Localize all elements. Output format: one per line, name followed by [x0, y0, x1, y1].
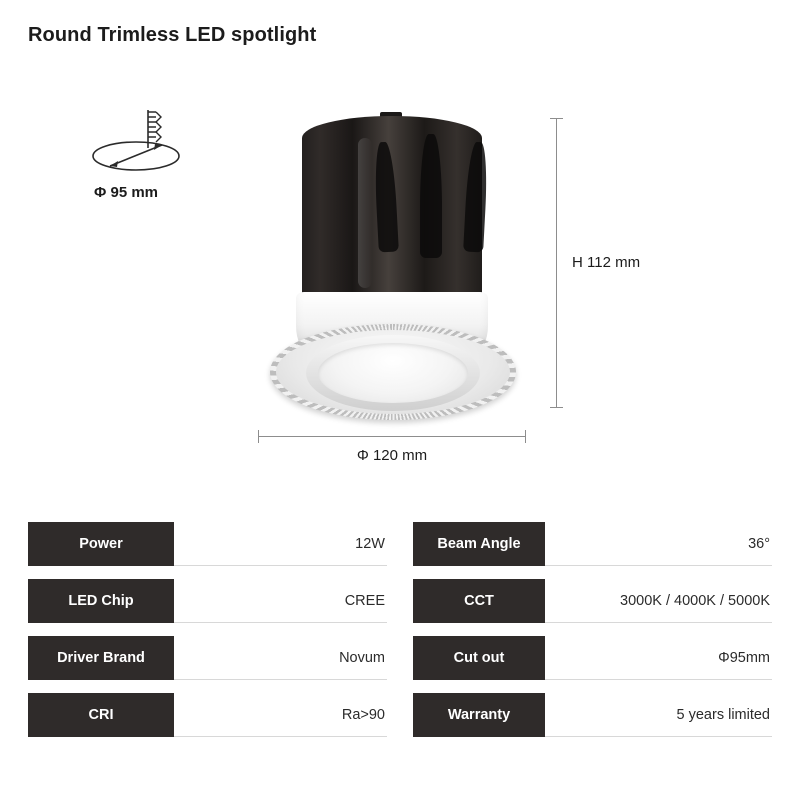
light-face — [318, 343, 468, 403]
table-row — [28, 636, 387, 680]
housing-highlight — [358, 138, 372, 288]
spec-value: 36° — [545, 522, 772, 566]
spec-key: Power — [28, 522, 174, 566]
table-row — [413, 693, 772, 737]
width-tick-left — [258, 430, 259, 443]
width-dimension-line — [258, 436, 526, 437]
spec-column-left — [28, 522, 387, 737]
table-row — [28, 579, 387, 623]
cutout-dimension-label: Φ 95 mm — [94, 184, 159, 201]
table-row — [413, 522, 772, 566]
reflector-slot — [373, 142, 399, 253]
height-tick-bottom — [550, 407, 563, 408]
table-row — [413, 579, 772, 623]
spec-column-right — [413, 522, 772, 737]
spec-value: 3000K / 4000K / 5000K — [545, 579, 772, 623]
spec-key: CRI — [28, 693, 174, 737]
spotlight-black-housing — [302, 116, 482, 302]
height-dimension-line — [556, 118, 557, 408]
width-tick-right — [525, 430, 526, 443]
table-row — [28, 522, 387, 566]
table-row — [413, 636, 772, 680]
ceiling-cutout-icon — [92, 104, 202, 187]
cutout-diagram — [92, 104, 212, 214]
width-dimension-label: Φ 120 mm — [356, 447, 428, 464]
spec-key: CCT — [413, 579, 545, 623]
spec-value: Φ95mm — [545, 636, 772, 680]
spec-value: Novum — [174, 636, 387, 680]
spec-key: Beam Angle — [413, 522, 545, 566]
spec-value: 5 years limited — [545, 693, 772, 737]
spec-value: 12W — [174, 522, 387, 566]
spec-key: LED Chip — [28, 579, 174, 623]
spec-key: Cut out — [413, 636, 545, 680]
spec-value: Ra>90 — [174, 693, 387, 737]
reflector-slot — [420, 134, 442, 258]
product-image — [258, 104, 528, 424]
spec-key: Warranty — [413, 693, 545, 737]
page-title: Round Trimless LED spotlight — [28, 24, 317, 46]
table-row — [28, 693, 387, 737]
reflector-slot — [463, 142, 489, 253]
spec-value: CREE — [174, 579, 387, 623]
spec-key: Driver Brand — [28, 636, 174, 680]
specification-table — [28, 522, 772, 737]
height-dimension-label: H 112 mm — [572, 254, 641, 271]
height-tick-top — [550, 118, 563, 119]
